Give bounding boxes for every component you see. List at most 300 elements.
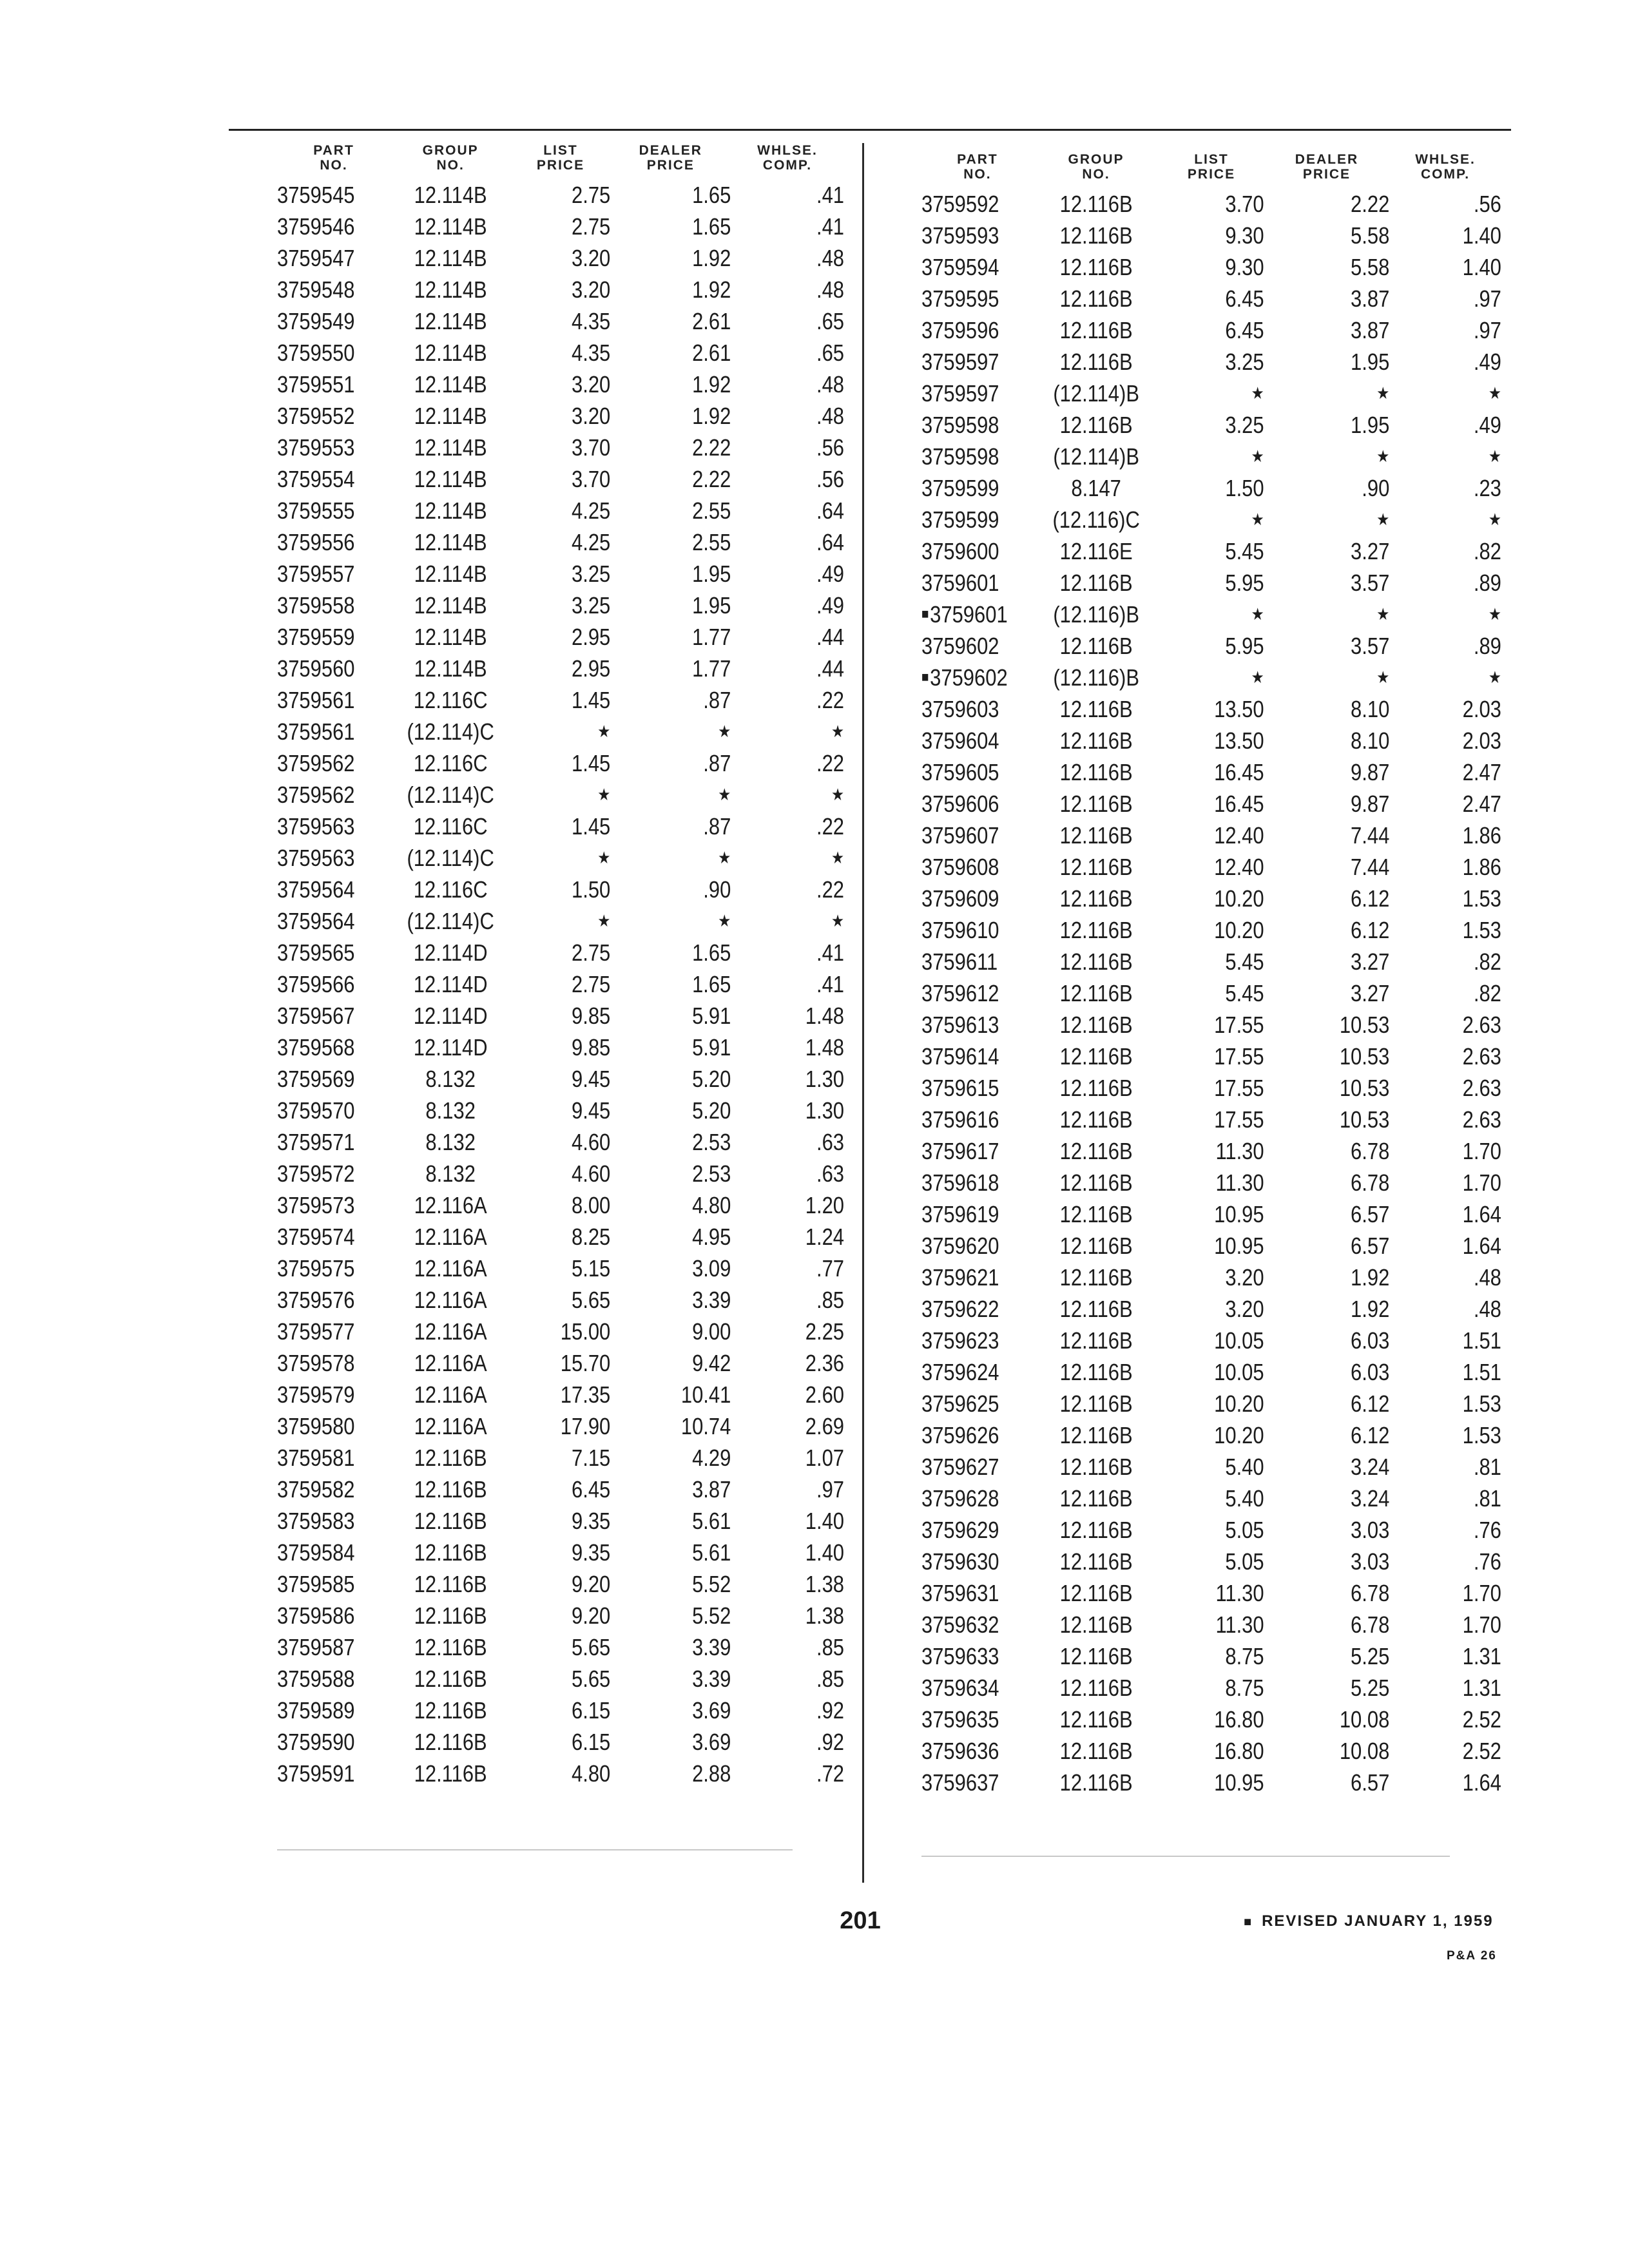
table-row bbox=[921, 1419, 1501, 1451]
cell-whlse: ★ bbox=[1488, 510, 1501, 529]
table-row bbox=[921, 820, 1501, 851]
cell-part: 3759553 bbox=[277, 434, 355, 461]
table-row bbox=[921, 441, 1501, 472]
cell-part: 3759556 bbox=[277, 528, 355, 555]
cell-dealer: 10.53 bbox=[1339, 1043, 1390, 1070]
cell-whlse: .85 bbox=[816, 1286, 844, 1313]
cell-list: 16.80 bbox=[1214, 1737, 1264, 1764]
cell-part: 3759611 bbox=[921, 948, 998, 975]
table-row bbox=[921, 1198, 1501, 1230]
cell-part: 3759628 bbox=[921, 1485, 999, 1512]
cell-group: 12.116B bbox=[1059, 822, 1133, 849]
table-row bbox=[921, 1356, 1501, 1388]
cell-whlse: .48 bbox=[816, 244, 844, 271]
cell-part: 3759637 bbox=[921, 1769, 999, 1796]
cell-part: 3759587 bbox=[277, 1633, 355, 1660]
table-row bbox=[921, 567, 1501, 599]
cell-list: 6.45 bbox=[1225, 316, 1264, 343]
table-row bbox=[921, 220, 1501, 251]
table-row bbox=[921, 472, 1501, 504]
table-row bbox=[921, 630, 1501, 662]
cell-dealer: 10.53 bbox=[1339, 1074, 1390, 1101]
cell-dealer: 9.87 bbox=[1350, 758, 1390, 785]
left-column bbox=[277, 143, 844, 1789]
cell-group: 12.116B bbox=[1059, 1485, 1133, 1512]
parts-price-table-left bbox=[277, 143, 844, 1789]
cell-part: 3759580 bbox=[277, 1412, 355, 1439]
cell-part: 3759581 bbox=[277, 1444, 355, 1471]
table-row bbox=[921, 1104, 1501, 1135]
cell-dealer: 2.22 bbox=[691, 434, 731, 461]
cell-part: 3759609 bbox=[921, 885, 999, 912]
cell-part bbox=[921, 662, 1018, 693]
table-row bbox=[921, 1609, 1501, 1640]
cell-dealer: 7.44 bbox=[1350, 822, 1390, 849]
table-row bbox=[921, 725, 1501, 756]
cell-part: 3759558 bbox=[277, 591, 355, 619]
cell-group: 12.116A bbox=[414, 1223, 487, 1250]
table-row bbox=[921, 1451, 1501, 1483]
cell-dealer: 5.25 bbox=[1350, 1674, 1390, 1701]
cell-dealer: 6.57 bbox=[1350, 1232, 1390, 1259]
cell-group: 12.116B bbox=[1059, 1295, 1133, 1322]
cell-list: 9.85 bbox=[572, 1033, 611, 1061]
cell-dealer: 10.53 bbox=[1339, 1106, 1390, 1133]
cell-part: 3759576 bbox=[277, 1286, 355, 1313]
table-row bbox=[921, 188, 1501, 220]
cell-group: 12.116B bbox=[1059, 1579, 1133, 1606]
cell-list: 6.15 bbox=[572, 1696, 611, 1724]
header-list-price: LIST PRICE bbox=[536, 143, 585, 173]
cell-whlse: 1.64 bbox=[1462, 1200, 1501, 1227]
cell-part: 3759607 bbox=[921, 822, 999, 849]
cell-whlse: .56 bbox=[816, 434, 844, 461]
cell-part: 3759631 bbox=[921, 1579, 999, 1606]
cell-list: 1.45 bbox=[572, 749, 611, 776]
header-part-no: PART NO. bbox=[957, 152, 998, 182]
cell-part: 3759545 bbox=[277, 181, 355, 208]
table-row bbox=[921, 788, 1501, 820]
cell-list: 1.45 bbox=[572, 686, 611, 713]
cell-whlse: 2.36 bbox=[805, 1349, 844, 1376]
cell-whlse: 1.70 bbox=[1462, 1579, 1501, 1606]
part-number: 3759601 bbox=[930, 601, 1008, 628]
cell-list: 1.50 bbox=[1225, 474, 1264, 501]
cell-group: 12.116B bbox=[1059, 1548, 1133, 1575]
table-row bbox=[277, 1000, 844, 1032]
table-row bbox=[277, 1126, 844, 1158]
cell-part: 3759603 bbox=[921, 695, 999, 722]
cell-dealer: 6.78 bbox=[1350, 1611, 1390, 1638]
cell-dealer: 5.20 bbox=[691, 1097, 731, 1124]
column-divider bbox=[862, 143, 864, 1883]
cell-part: 3759588 bbox=[277, 1665, 355, 1692]
cell-whlse: .48 bbox=[1473, 1264, 1501, 1291]
cell-dealer: 2.61 bbox=[691, 339, 731, 366]
cell-group: 12.116B bbox=[1059, 1516, 1133, 1543]
cell-group: 12.116B bbox=[1059, 632, 1133, 659]
cell-list: 16.45 bbox=[1214, 758, 1264, 785]
cell-part: 3759596 bbox=[921, 316, 999, 343]
cell-group: 12.116B bbox=[1059, 1706, 1133, 1733]
cell-list: 4.80 bbox=[572, 1760, 611, 1787]
table-row bbox=[921, 378, 1501, 409]
cell-group: 12.116B bbox=[414, 1696, 487, 1724]
table-row bbox=[921, 883, 1501, 914]
table-row bbox=[277, 1410, 844, 1442]
cell-list: 10.05 bbox=[1214, 1358, 1264, 1385]
cell-list: 15.70 bbox=[561, 1349, 611, 1376]
cell-dealer: 3.27 bbox=[1350, 979, 1390, 1006]
cell-dealer: 10.41 bbox=[680, 1381, 731, 1408]
cell-part: 3759562 bbox=[277, 749, 355, 776]
table-row bbox=[277, 968, 844, 1000]
cell-list: 5.65 bbox=[572, 1286, 611, 1313]
table-row bbox=[277, 1568, 844, 1600]
table-row bbox=[921, 283, 1501, 314]
table-row bbox=[277, 242, 844, 274]
cell-list: ★ bbox=[1251, 668, 1264, 687]
cell-whlse: .76 bbox=[1473, 1548, 1501, 1575]
cell-whlse: 1.30 bbox=[805, 1097, 844, 1124]
cell-dealer: 1.77 bbox=[691, 623, 731, 650]
cell-part: 3759608 bbox=[921, 853, 999, 880]
cell-part: 3759552 bbox=[277, 402, 355, 429]
cell-part: 3759593 bbox=[921, 222, 999, 249]
cell-list: 3.25 bbox=[572, 560, 611, 587]
cell-whlse: 2.52 bbox=[1462, 1706, 1501, 1733]
cell-group: 12.116A bbox=[414, 1286, 487, 1313]
table-row bbox=[277, 1032, 844, 1063]
cell-part: 3759568 bbox=[277, 1033, 355, 1061]
table-row bbox=[277, 1316, 844, 1347]
cell-group: 12.116B bbox=[414, 1570, 487, 1597]
header-part-no: PART NO. bbox=[313, 143, 354, 173]
cell-whlse: .89 bbox=[1473, 569, 1501, 596]
cell-dealer: 3.39 bbox=[691, 1665, 731, 1692]
cell-list: 5.40 bbox=[1225, 1485, 1264, 1512]
cell-whlse: .56 bbox=[1473, 190, 1501, 217]
cell-dealer: 3.87 bbox=[1350, 316, 1390, 343]
cell-dealer: 5.91 bbox=[691, 1002, 731, 1029]
table-row bbox=[277, 1758, 844, 1789]
table-row bbox=[921, 1704, 1501, 1735]
cell-list: 10.95 bbox=[1214, 1200, 1264, 1227]
cell-group: (12.114)B bbox=[1053, 380, 1139, 407]
header-dealer-price: DEALER PRICE bbox=[639, 143, 702, 173]
cell-dealer: 1.65 bbox=[691, 181, 731, 208]
cell-dealer: 5.20 bbox=[691, 1065, 731, 1092]
cell-dealer: 4.95 bbox=[691, 1223, 731, 1250]
cell-part: 3759562 bbox=[277, 781, 355, 808]
cell-whlse: 1.31 bbox=[1462, 1674, 1501, 1701]
cell-dealer: 3.03 bbox=[1350, 1516, 1390, 1543]
cell-part: 3759551 bbox=[277, 370, 355, 398]
cell-whlse: .48 bbox=[816, 370, 844, 398]
cell-part: 3759578 bbox=[277, 1349, 355, 1376]
table-row bbox=[921, 1672, 1501, 1704]
cell-dealer: 3.57 bbox=[1350, 632, 1390, 659]
table-header-row bbox=[277, 143, 844, 179]
cell-part: 3759592 bbox=[921, 190, 999, 217]
cell-whlse: .49 bbox=[1473, 348, 1501, 375]
table-row bbox=[921, 314, 1501, 346]
cell-group: 12.114B bbox=[414, 244, 487, 271]
cell-dealer: 5.52 bbox=[691, 1602, 731, 1629]
cell-part: 3759627 bbox=[921, 1453, 999, 1480]
cell-list: 17.55 bbox=[1214, 1106, 1264, 1133]
cell-part: 3759561 bbox=[277, 686, 355, 713]
cell-group: 12.116B bbox=[414, 1444, 487, 1471]
table-row bbox=[277, 842, 844, 874]
cell-group: 12.114B bbox=[414, 528, 487, 555]
cell-part: 3759555 bbox=[277, 497, 355, 524]
cell-list: 5.40 bbox=[1225, 1453, 1264, 1480]
table-row bbox=[277, 1695, 844, 1726]
cell-dealer: 6.12 bbox=[1350, 1390, 1390, 1417]
cell-whlse: .82 bbox=[1473, 948, 1501, 975]
cell-whlse: .22 bbox=[816, 812, 844, 840]
cell-list: 5.15 bbox=[572, 1254, 611, 1282]
cell-whlse: 1.53 bbox=[1462, 1421, 1501, 1448]
cell-dealer: ★ bbox=[1376, 604, 1390, 624]
cell-dealer: 3.87 bbox=[691, 1475, 731, 1503]
cell-list: 7.15 bbox=[572, 1444, 611, 1471]
cell-whlse: .48 bbox=[816, 402, 844, 429]
cell-list: 3.70 bbox=[1225, 190, 1264, 217]
cell-list: ★ bbox=[597, 785, 611, 804]
cell-whlse: 2.52 bbox=[1462, 1737, 1501, 1764]
cell-group: 12.116C bbox=[413, 749, 488, 776]
cell-whlse: .82 bbox=[1473, 979, 1501, 1006]
cell-whlse: 2.47 bbox=[1462, 790, 1501, 817]
cell-list: 9.20 bbox=[572, 1570, 611, 1597]
cell-list: 3.20 bbox=[572, 276, 611, 303]
cell-dealer: 4.80 bbox=[691, 1191, 731, 1218]
table-row bbox=[921, 1009, 1501, 1041]
table-row bbox=[277, 1505, 844, 1537]
cell-whlse: .22 bbox=[816, 749, 844, 776]
cell-group: 12.114B bbox=[414, 276, 487, 303]
cell-whlse: .41 bbox=[816, 970, 844, 997]
cell-part: 3759577 bbox=[277, 1318, 355, 1345]
cell-whlse: ★ bbox=[831, 848, 844, 867]
cell-group: 12.116E bbox=[1059, 537, 1133, 564]
cell-dealer: ★ bbox=[717, 722, 731, 741]
cell-whlse: .97 bbox=[816, 1475, 844, 1503]
cell-list: 8.75 bbox=[1225, 1674, 1264, 1701]
cell-part: 3759547 bbox=[277, 244, 355, 271]
cell-part: 3759597 bbox=[921, 348, 999, 375]
cell-list: 8.75 bbox=[1225, 1642, 1264, 1669]
cell-dealer: 3.87 bbox=[1350, 285, 1390, 312]
table-row bbox=[277, 526, 844, 558]
revision-marker: ■ bbox=[921, 605, 929, 622]
table-row bbox=[921, 1546, 1501, 1577]
cell-group: 12.116B bbox=[414, 1665, 487, 1692]
cell-part: 3759636 bbox=[921, 1737, 999, 1764]
cell-dealer: 3.39 bbox=[691, 1286, 731, 1313]
cell-group: 12.114B bbox=[414, 623, 487, 650]
table-row bbox=[277, 874, 844, 905]
cell-part: 3759594 bbox=[921, 253, 999, 280]
table-row bbox=[921, 535, 1501, 567]
cell-whlse: .64 bbox=[816, 497, 844, 524]
cell-group: 12.116A bbox=[414, 1381, 487, 1408]
cell-list: 12.40 bbox=[1214, 822, 1264, 849]
cell-whlse: ★ bbox=[831, 785, 844, 804]
cell-whlse: ★ bbox=[831, 911, 844, 930]
cell-list: 5.05 bbox=[1225, 1516, 1264, 1543]
cell-list: 3.20 bbox=[572, 244, 611, 271]
cell-group: 12.116B bbox=[1059, 1074, 1133, 1101]
cell-group: 12.116B bbox=[1059, 1043, 1133, 1070]
table-row bbox=[277, 1379, 844, 1410]
cell-list: ★ bbox=[1251, 510, 1264, 529]
cell-dealer: .90 bbox=[702, 876, 731, 903]
cell-list: 4.35 bbox=[572, 307, 611, 334]
table-row bbox=[277, 274, 844, 305]
table-body-right bbox=[921, 188, 1501, 1798]
cell-part: 3759591 bbox=[277, 1760, 355, 1787]
table-row bbox=[277, 337, 844, 369]
table-row bbox=[277, 1158, 844, 1189]
cell-dealer: 3.24 bbox=[1350, 1453, 1390, 1480]
cell-part: 3759613 bbox=[921, 1011, 999, 1038]
cell-group: 12.114D bbox=[413, 1002, 488, 1029]
cell-list: 5.65 bbox=[572, 1665, 611, 1692]
cell-list: 15.00 bbox=[561, 1318, 611, 1345]
cell-dealer: 1.95 bbox=[1350, 411, 1390, 438]
cell-whlse: 1.48 bbox=[805, 1033, 844, 1061]
cell-group: 8.132 bbox=[425, 1097, 476, 1124]
cell-whlse: 1.31 bbox=[1462, 1642, 1501, 1669]
cell-whlse: 1.38 bbox=[805, 1570, 844, 1597]
cell-list: 12.40 bbox=[1214, 853, 1264, 880]
cell-list: 10.20 bbox=[1214, 885, 1264, 912]
cell-part: 3759616 bbox=[921, 1106, 999, 1133]
table-row bbox=[277, 684, 844, 716]
cell-group: 12.114B bbox=[414, 497, 487, 524]
cell-part: 3759612 bbox=[921, 979, 999, 1006]
table-row bbox=[277, 495, 844, 526]
cell-list: 4.60 bbox=[572, 1128, 611, 1155]
table-row bbox=[277, 1253, 844, 1284]
cell-group: 12.116B bbox=[1059, 695, 1133, 722]
cell-whlse: .97 bbox=[1473, 285, 1501, 312]
table-row bbox=[277, 621, 844, 653]
cell-group: 12.114D bbox=[413, 970, 488, 997]
table-row bbox=[277, 1600, 844, 1631]
top-rule bbox=[229, 129, 1511, 131]
cell-dealer: ★ bbox=[717, 911, 731, 930]
table-row bbox=[277, 1284, 844, 1316]
cell-group: 12.116A bbox=[414, 1349, 487, 1376]
cell-group: 12.116B bbox=[1059, 1137, 1133, 1164]
cell-whlse: .81 bbox=[1473, 1485, 1501, 1512]
cell-whlse: 1.86 bbox=[1462, 853, 1501, 880]
table-row bbox=[921, 599, 1501, 630]
cell-list: 11.30 bbox=[1215, 1137, 1264, 1164]
cell-group: 12.116B bbox=[1059, 569, 1133, 596]
cell-part: 3759565 bbox=[277, 939, 355, 966]
cell-dealer: 3.39 bbox=[691, 1633, 731, 1660]
table-row bbox=[277, 937, 844, 968]
cell-list: 10.95 bbox=[1214, 1769, 1264, 1796]
cell-whlse: 1.38 bbox=[805, 1602, 844, 1629]
cell-part: 3759579 bbox=[277, 1381, 355, 1408]
cell-whlse: 1.86 bbox=[1462, 822, 1501, 849]
table-row bbox=[921, 504, 1501, 535]
cell-whlse: 1.53 bbox=[1462, 885, 1501, 912]
cell-group: 12.114B bbox=[414, 402, 487, 429]
cell-dealer: 10.53 bbox=[1339, 1011, 1390, 1038]
table-row bbox=[921, 1325, 1501, 1356]
cell-dealer: 9.87 bbox=[1350, 790, 1390, 817]
cell-whlse: .65 bbox=[816, 339, 844, 366]
cell-group: 12.116A bbox=[414, 1318, 487, 1345]
table-row bbox=[277, 432, 844, 463]
cell-whlse: 1.64 bbox=[1462, 1769, 1501, 1796]
cell-whlse: 1.48 bbox=[805, 1002, 844, 1029]
table-row bbox=[277, 1631, 844, 1663]
table-row bbox=[277, 590, 844, 621]
cell-list: 5.45 bbox=[1225, 979, 1264, 1006]
cell-group: 12.116B bbox=[1059, 285, 1133, 312]
cell-dealer: 8.10 bbox=[1350, 695, 1390, 722]
table-row bbox=[921, 1514, 1501, 1546]
cell-part: 3759561 bbox=[277, 718, 355, 745]
cell-list: ★ bbox=[1251, 383, 1264, 403]
cell-list: 13.50 bbox=[1214, 695, 1264, 722]
cell-dealer: .87 bbox=[702, 686, 731, 713]
cell-part: 3759632 bbox=[921, 1611, 999, 1638]
cell-group: 12.116B bbox=[414, 1475, 487, 1503]
cell-group: 12.116B bbox=[1059, 1358, 1133, 1385]
table-row bbox=[277, 1189, 844, 1221]
cell-whlse: .76 bbox=[1473, 1516, 1501, 1543]
cell-whlse: 1.64 bbox=[1462, 1232, 1501, 1259]
cell-list: ★ bbox=[597, 848, 611, 867]
table-row bbox=[921, 1135, 1501, 1167]
table-row bbox=[277, 1474, 844, 1505]
cell-whlse: .81 bbox=[1473, 1453, 1501, 1480]
cell-dealer: .90 bbox=[1362, 474, 1390, 501]
cell-group: 12.114B bbox=[414, 339, 487, 366]
cell-part: 3759567 bbox=[277, 1002, 355, 1029]
table-row bbox=[921, 1388, 1501, 1419]
cell-part: 3759599 bbox=[921, 506, 999, 533]
cell-dealer: 5.61 bbox=[691, 1507, 731, 1534]
cell-group: 12.116B bbox=[1059, 1232, 1133, 1259]
cell-dealer: 2.88 bbox=[691, 1760, 731, 1787]
cell-whlse: .49 bbox=[816, 591, 844, 619]
cell-dealer: .87 bbox=[702, 812, 731, 840]
table-row bbox=[921, 1640, 1501, 1672]
cell-group: 12.114B bbox=[414, 591, 487, 619]
cell-whlse: .72 bbox=[816, 1760, 844, 1787]
cell-dealer: 8.10 bbox=[1350, 727, 1390, 754]
cell-list: 2.75 bbox=[572, 213, 611, 240]
cell-whlse: 1.70 bbox=[1462, 1169, 1501, 1196]
table-row bbox=[277, 1537, 844, 1568]
cell-list: 4.25 bbox=[572, 497, 611, 524]
cell-whlse: .48 bbox=[1473, 1295, 1501, 1322]
cell-whlse: 2.25 bbox=[805, 1318, 844, 1345]
cell-list: 2.75 bbox=[572, 939, 611, 966]
cell-group: 12.116C bbox=[413, 686, 488, 713]
cell-group: 12.116C bbox=[413, 812, 488, 840]
